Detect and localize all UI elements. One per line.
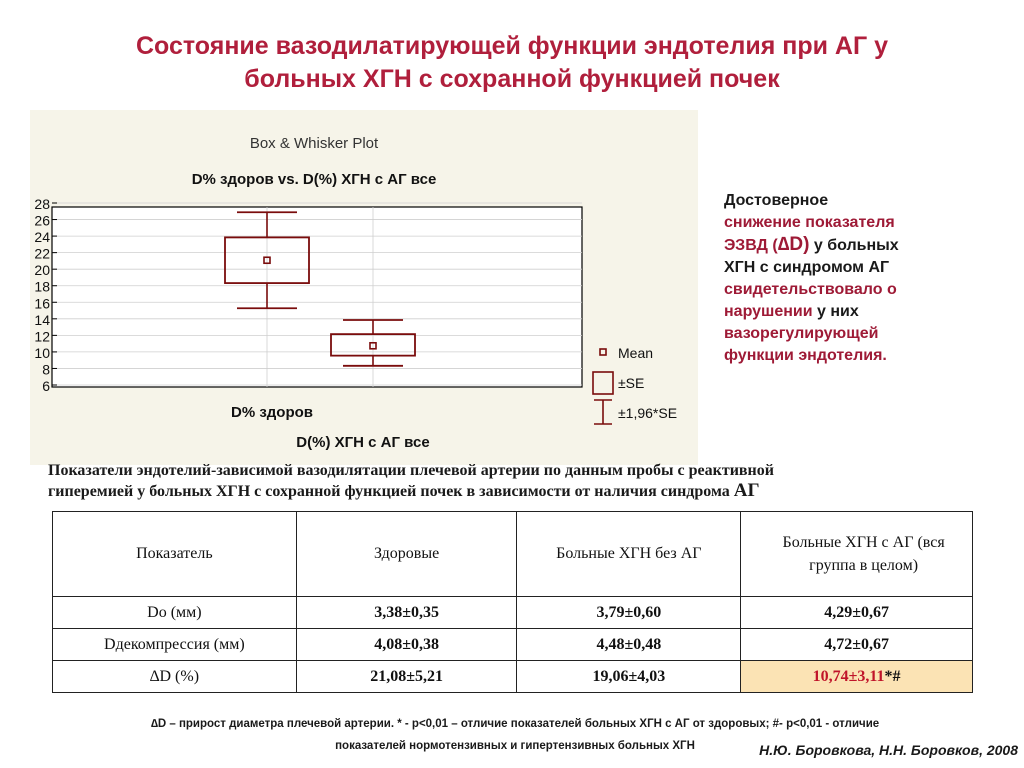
legend-se-label: ±SE: [618, 375, 645, 391]
cell-value: 21,08±5,21: [296, 661, 517, 693]
citation: Н.Ю. Боровкова, Н.Н. Боровков, 2008: [759, 742, 1018, 758]
side-note-text-2: снижение показателя: [724, 214, 895, 231]
y-tick-label: 26: [34, 212, 50, 229]
row-label: Dдекомпрессия (мм): [53, 629, 297, 661]
table-caption-ag: АГ: [733, 480, 760, 501]
table-row: [53, 597, 973, 629]
chart-subtitle: D% здоров vs. D(%) ХГН с АГ все: [191, 171, 437, 188]
slide-title-line1: Состояние вазодилатирующей функции эндотелия при АГ у: [135, 32, 889, 60]
y-tick-label: 8: [42, 361, 50, 378]
legend-mean-marker: [600, 349, 606, 355]
side-note-text-11: функции эндотелия.: [724, 347, 887, 364]
header-indicator: Показатель: [53, 512, 297, 597]
table-caption: [48, 461, 988, 502]
chart-canvas: [30, 110, 698, 465]
cell-value: 3,38±0,35: [296, 597, 517, 629]
plot-area: [52, 207, 582, 387]
y-tick-label: 10: [34, 344, 50, 361]
side-note-text-3: ЭЗВД (: [724, 237, 778, 254]
header-healthy: Здоровые: [296, 512, 517, 597]
cell-value: 3,79±0,60: [517, 597, 741, 629]
side-note-text-8: нарушении: [724, 303, 813, 320]
legend-mean-label: Mean: [618, 345, 654, 361]
cell-value: 4,08±0,38: [296, 629, 517, 661]
header-with-ag: Больные ХГН с АГ (вся группа в целом): [741, 512, 973, 597]
side-note-text-10: вазорегулирующей: [724, 325, 879, 342]
y-tick-label: 16: [34, 295, 50, 312]
table-row: [53, 629, 973, 661]
table-caption-line1: Показатели эндотелий-зависимой вазодилятации плечевой артерии по данным пробы с реактивной: [48, 462, 774, 479]
table-header-row: [53, 512, 973, 597]
x-category-1-label: D% здоров: [230, 404, 314, 421]
footnote-line2: показателей нормотензивных и гипертензивных больных ХГН: [335, 740, 695, 752]
y-tick-label: 24: [34, 229, 50, 246]
x-category-2-label: D(%) ХГН с АГ все: [296, 434, 430, 451]
legend-ci-marker: [594, 400, 612, 424]
significance-mark: *#: [884, 667, 901, 685]
side-note: [724, 190, 1004, 367]
cell-value: 19,06±4,03: [517, 661, 741, 693]
cell-value: 4,72±0,67: [741, 629, 973, 661]
y-tick-label: 12: [34, 328, 50, 345]
y-tick-label: 20: [34, 262, 50, 279]
chart-legend: [593, 345, 677, 424]
slide-title: [40, 30, 984, 96]
legend-ci-label: ±1,96*SE: [618, 405, 678, 421]
row-label: ∆D (%): [53, 661, 297, 693]
cell-value: 4,48±0,48: [517, 629, 741, 661]
cell-value: 4,29±0,67: [741, 597, 973, 629]
side-note-text-1: Достоверное: [724, 192, 829, 209]
box-whisker-chart: [30, 110, 698, 465]
slide-title-line2: больных ХГН с сохранной функцией почек: [244, 65, 780, 93]
header-no-ag: Больные ХГН без АГ: [517, 512, 741, 597]
y-tick-label: 6: [42, 378, 50, 394]
side-note-text-9: у них: [812, 303, 859, 320]
y-tick-label: 28: [34, 196, 50, 212]
chart-title: Box & Whisker Plot: [249, 135, 379, 152]
side-note-text-7: свидетельствовало о: [724, 281, 897, 298]
highlighted-cell: [741, 661, 973, 693]
side-note-delta: ∆D): [777, 234, 810, 255]
row-label: Dо (мм): [53, 597, 297, 629]
highlighted-value: 10,74±3,11: [812, 667, 885, 685]
results-table: [52, 511, 973, 693]
side-note-text-5: у больных: [809, 237, 899, 254]
y-tick-label: 14: [34, 311, 50, 328]
side-note-text-6: ХГН с синдромом АГ: [724, 259, 890, 276]
legend-se-marker: [593, 372, 613, 394]
y-tick-label: 22: [34, 245, 50, 262]
table-caption-line2: гиперемией у больных ХГН с сохранной функцией почек в зависимости от наличия синдрома: [48, 483, 734, 500]
y-tick-label: 18: [34, 278, 50, 295]
table-row: [53, 661, 973, 693]
footnote-line1: ∆D – прирост диаметра плечевой артерии. * - р<0,01 – отличие показателей больных ХГН с АГ от здоровых; #- р<0,01 - отличие: [150, 718, 880, 730]
